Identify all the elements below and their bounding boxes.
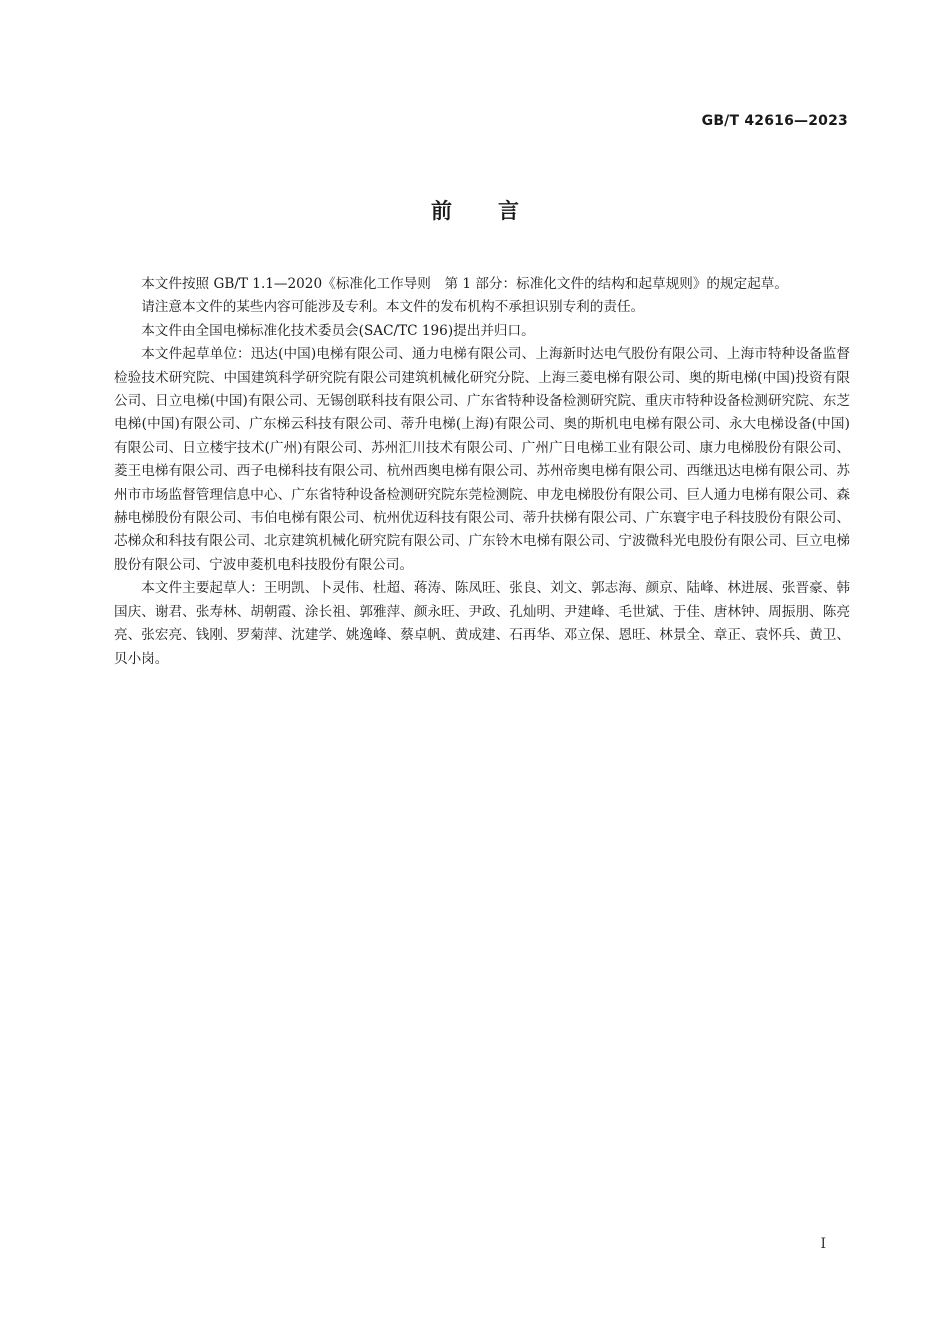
paragraph-drafting-rules: 本文件按照 GB/T 1.1—2020《标准化工作导则 第 1 部分：标准化文件的结构和起草规则》的规定起草。 xyxy=(141,276,788,292)
paragraph-proposer: 本文件由全国电梯标准化技术委员会(SAC/TC 196)提出并归口。 xyxy=(141,322,535,339)
page-title: 前言 xyxy=(431,199,565,223)
page-number: I xyxy=(820,1236,826,1252)
foreword-body xyxy=(114,273,850,671)
paragraph-drafting-units: 本文件起草单位：迅达(中国)电梯有限公司、通力电梯有限公司、上海新时达电气股份有限公司、上海市特种设备监督检验技术研究院、中国建筑科学研究院有限公司建筑机械化研究分院、上海三菱电梯有限公司、奥的斯电梯(中国)投资有限公司、日立电梯(中国)有限公司、无锡创联科技有限公司、广东省特种设备检测研究院、重庆市特种设备检测研究院、东芝电梯(中国)有限公司、广东梯云科技有限公司、蒂升电梯(上海)有限公司、奥的斯机电电梯有限公司、永大电梯设备(中国)有限公司、日立楼宇技术(广州)有限公司、苏州汇川技术有限公司、广州广日电梯工业有限公司、康力电梯股份有限公司、菱王电梯有限公司、西子电梯科技有限公司、杭州西奥电梯有限公司、苏州帝奥电梯有限公司、西继迅达电梯有限公司、苏州市市场监督管理信息中心、广东省特种设备检测研究院东莞检测院、申龙电梯股份有限公司、巨人通力电梯有限公司、森赫电梯股份有限公司、韦伯电梯有限公司、杭州优迈科技有限公司、蒂升扶梯有限公司、广东寰宇电子科技股份有限公司、芯梯众和科技有限公司、北京建筑机械化研究院有限公司、广东铃木电梯有限公司、宁波微科光电股份有限公司、巨立电梯股份有限公司、宁波申菱机电科技股份有限公司。 xyxy=(114,346,850,573)
standard-number: GB/T 42616—2023 xyxy=(701,113,848,129)
paragraph-patent-notice: 请注意本文件的某些内容可能涉及专利。本文件的发布机构不承担识别专利的责任。 xyxy=(141,299,645,316)
paragraph-drafters: 本文件主要起草人：王明凯、卜灵伟、杜超、蒋涛、陈凤旺、张良、刘文、郭志海、颜京、陆峰、林进展、张晋豪、韩国庆、谢君、张寿林、胡朝霞、涂长祖、郭雅萍、颜永旺、尹政、孔灿明、尹建峰、毛世斌、于佳、唐林钟、周振朋、陈亮亮、张宏亮、钱刚、罗菊萍、沈建学、姚逸峰、蔡卓帆、黄成建、石再华、邓立保、恩旺、林景全、章正、袁怀兵、黄卫、贝小岗。 xyxy=(114,580,850,667)
